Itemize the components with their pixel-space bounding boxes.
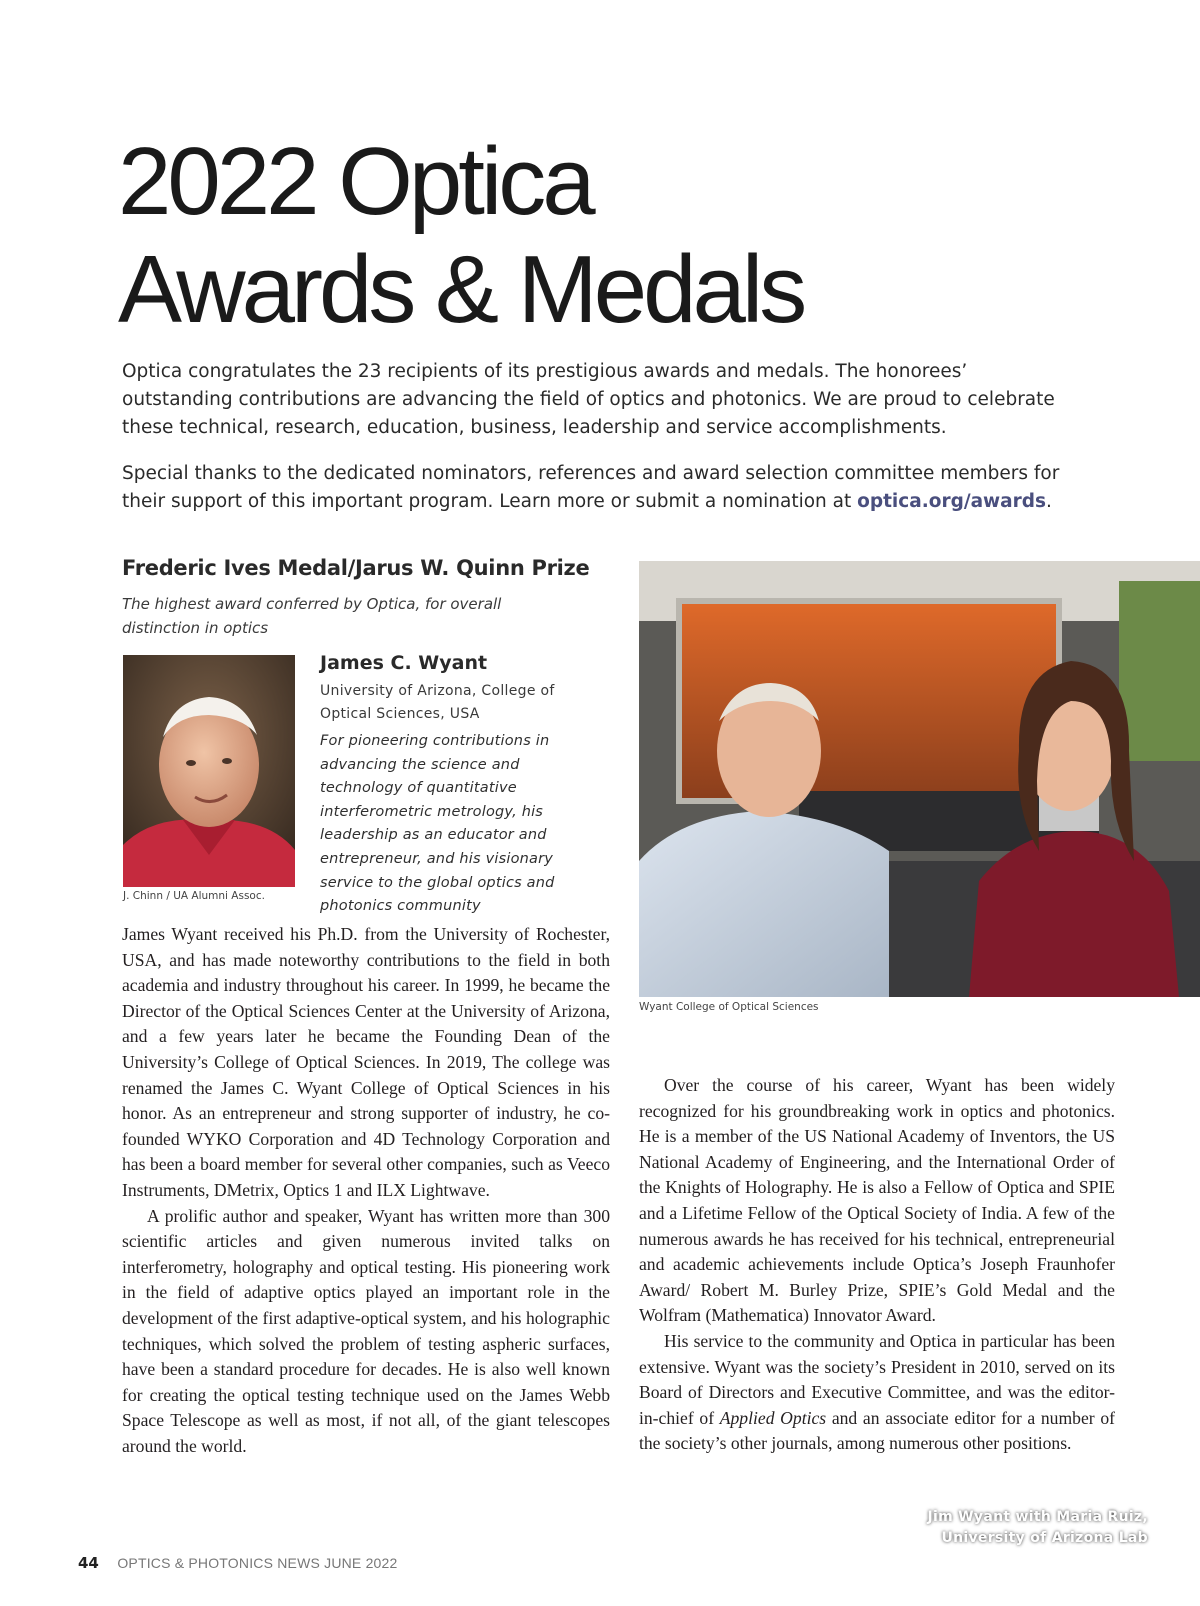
- page-title-line1: 2022 Optica: [118, 128, 592, 235]
- honoree-portrait: [123, 655, 295, 887]
- publication-name: OPTICS & PHOTONICS NEWS JUNE 2022: [117, 1555, 398, 1571]
- journal-title: Applied Optics: [719, 1407, 827, 1428]
- intro-paragraph-2-end: .: [1046, 491, 1052, 512]
- body-paragraph: Over the course of his career, Wyant has been widely recognized for his groundbreaking work in optics and photonics. He is a member of the US National Academy of Inventors, the US National Academy of Engineering, and the International Order of the Knights of Holography. He is also a Fellow of Optica and SPIE and a Lifetime Fellow of the Optical Society of India. A few of the numerous awards he has received for his technical, entrepreneurial and academic achievements include Optica’s Joseph Fraunhofer Award/ Robert M. Burley Prize, SPIE’s Gold Medal and the Wolfram (Mathematica) Innovator Award.: [639, 1075, 1115, 1326]
- page-footer: [78, 1554, 398, 1572]
- intro-paragraph-1: Optica congratulates the 23 recipients of its prestigious awards and medals. The honorees’ outstanding contributions are advancing the field of optics and photonics. We are proud to celebrate these technical, research, education, business, leadership and service accomplishments.: [122, 361, 1055, 438]
- intro-paragraph-2: [122, 460, 1062, 516]
- photo-caption: [928, 1507, 1149, 1549]
- photo-credit: Wyant College of Optical Sciences: [639, 1001, 819, 1013]
- body-column-left: [122, 922, 610, 1459]
- photo-caption-line2: University of Arizona Lab: [941, 1530, 1148, 1546]
- awards-link[interactable]: optica.org/awards: [857, 491, 1047, 512]
- body-paragraph: [639, 1329, 1115, 1457]
- award-title: Frederic Ives Medal/Jarus W. Quinn Prize: [122, 556, 590, 580]
- body-paragraph-text: His service to the community and Optica in particular has been extensive. Wyant was the society’s President in 2010, served on its Board of Directors and Executive Committee, and was the editor-in-chief of: [639, 1330, 1115, 1428]
- body-paragraph: James Wyant received his Ph.D. from the University of Rochester, USA, and has made noteworthy contributions to the field in both academia and industry throughout his career. In 1999, he became the Director of the Optical Sciences Center at the University of Arizona, and a few years later he became the Founding Dean of the University’s College of Optical Sciences. In 2019, The college was renamed the James C. Wyant College of Optical Sciences in his honor. As an entrepreneur and strong supporter of industry, he co-founded WYKO Corporation and 4D Technology Corporation and has been a board member for several other companies, such as Veeco Instruments, DMetrix, Optics 1 and ILX Lightwave.: [122, 924, 610, 1200]
- body-paragraph: A prolific author and speaker, Wyant has written more than 300 scientific articles and given numerous invited talks on interferometry, holography and optical testing. His pioneering work in the field of adaptive optics played an important role in the development of the first adaptive-optical system, and his holographic techniques, which solved the problem of testing aspheric surfaces, have been a standard procedure for decades. He is also well known for creating the optical testing technique used on the James Webb Space Telescope as well as most, if not all, of the giant telescopes around the world.: [122, 1205, 610, 1456]
- award-description: The highest award conferred by Optica, for overall distinction in optics: [122, 595, 502, 637]
- page-title: [118, 128, 1118, 344]
- intro-paragraph-2-text: Special thanks to the dedicated nominators, references and award selection committee members for their support of this important program. Learn more or submit a nomination at: [122, 463, 1060, 512]
- photo-caption-line1: Jim Wyant with Maria Ruiz,: [927, 1509, 1148, 1525]
- page-number: 44: [78, 1554, 99, 1572]
- honoree-name: James C. Wyant: [320, 652, 488, 674]
- honoree-affiliation: University of Arizona, College of Optical Sciences, USA: [320, 683, 555, 722]
- honoree-citation: For pioneering contributions in advancing the science and technology of quantitative interferometric metrology, his leadership as an educator and entrepreneur, and his visionary service to the global optics and photonics community: [320, 733, 555, 915]
- portrait-credit: J. Chinn / UA Alumni Assoc.: [123, 890, 265, 902]
- page-title-line2: Awards & Medals: [118, 236, 804, 343]
- body-column-right: [639, 1073, 1115, 1457]
- body-paragraph-text: and an associate editor for a number of the society’s other journals, among numerous other positions.: [639, 1407, 1115, 1454]
